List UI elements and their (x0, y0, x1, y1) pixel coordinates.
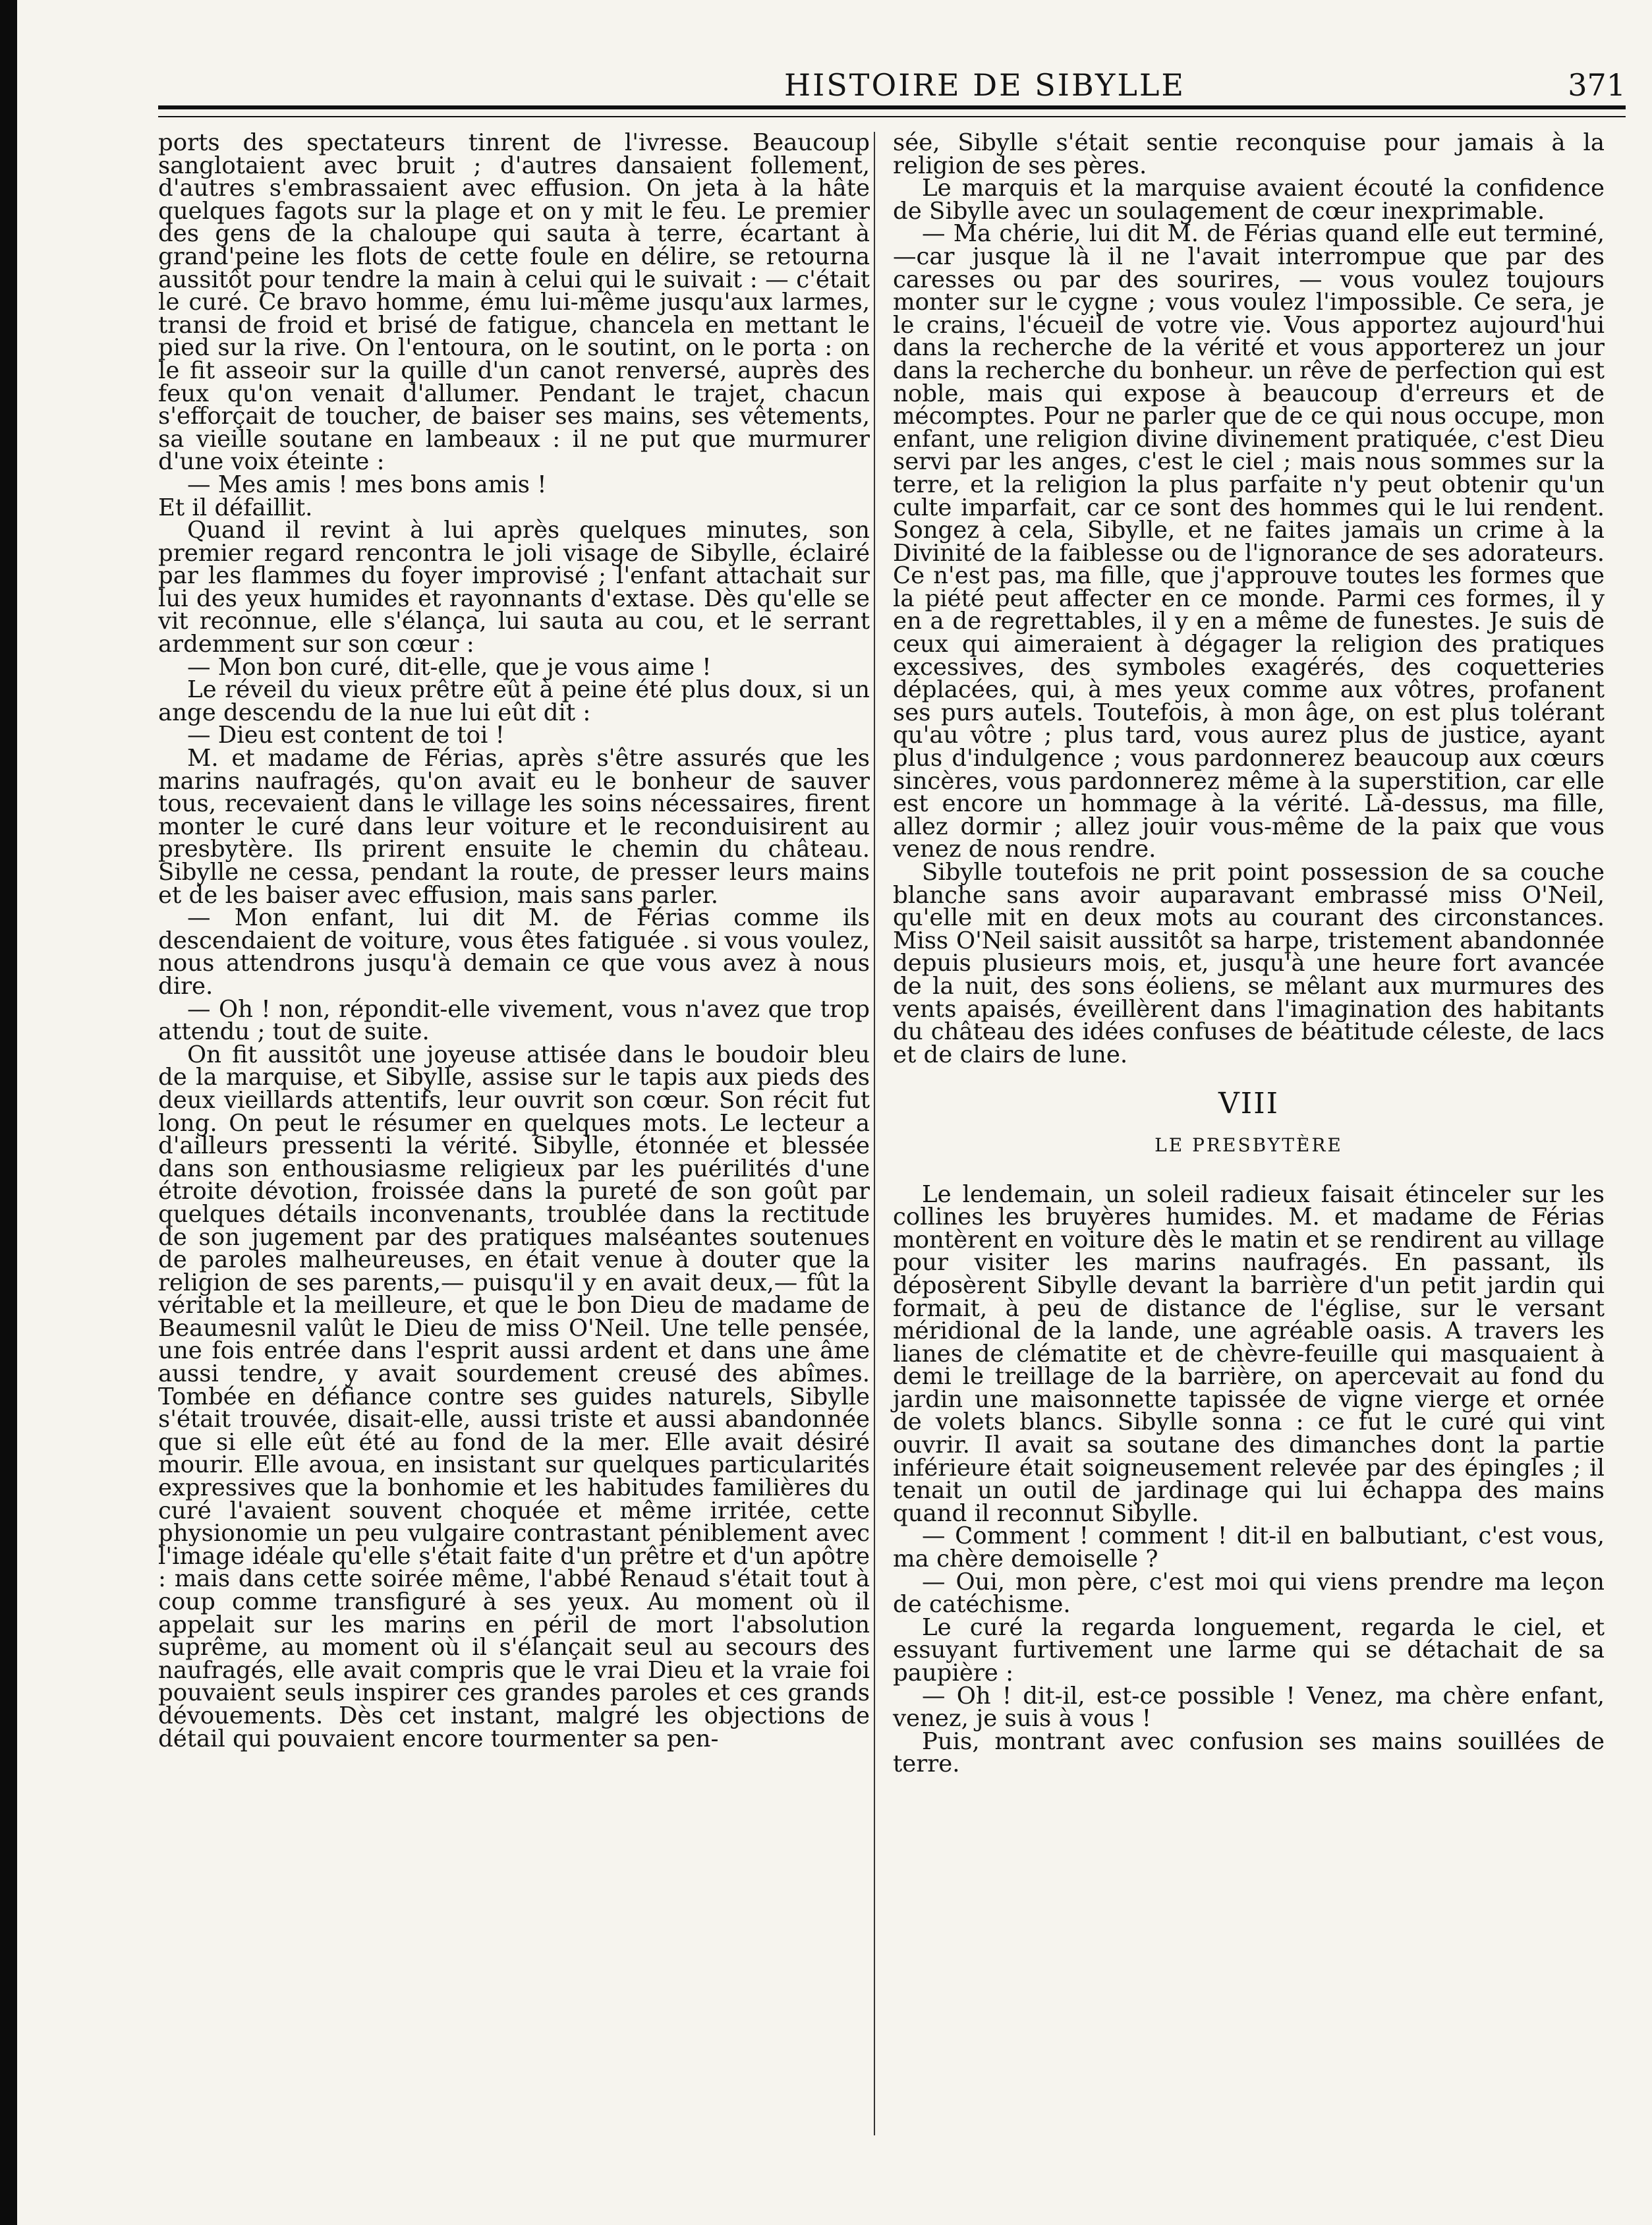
paragraph: — Oh ! dit-il, est-ce possible ! Venez, ma chère enfant, venez, je suis à vous ! (893, 1682, 1605, 1733)
paragraph: — Ma chérie, lui dit M. de Férias quand elle eut terminé,—car jusque là il ne l'avait interrompue que par des caresses ou par des sourires, — vous voulez toujours monter sur le cygne ; vous voulez l'impossible. Ce sera, je le crains, l'écueil de votre vie. Vous apportez aujourd'hui dans la recherche de la vérité et vous apporterez un jour dans la recherche du bonheur. un rêve de perfection qui est noble, mais qui expose à beaucoup d'erreurs et de mécomptes. Pour ne parler que de ce qui nous occupe, mon enfant, une religion divine divinement pratiquée, c'est Dieu servi par les anges, c'est le ciel ; mais nous sommes sur la terre, et la religion la plus parfaite n'y peut obtenir qu'un culte imparfait, car ce sont des hommes qui le lui rendent. Songez à cela, Sibylle, et ne faites jamais un crime à la Divinité de la faiblesse ou de l'ignorance de ses adorateurs. Ce n'est pas, ma fille, que j'approuve toutes les formes que la piété peut affecter en ce monde. Parmi ces formes, il y en a de regrettables, il y en a même de funestes. Je suis de ceux qui aimeraient à dégager la religion des pratiques excessives, des symboles exagérés, des coquetteries déplacées, qui, à mes yeux comme aux vôtres, profanent ses purs autels. Toutefois, à mon âge, on est plus tolérant qu'au vôtre ; plus tard, vous aurez plus de justice, ayant plus d'indulgence ; vous pardonnerez beaucoup aux cœurs sincères, vous pardonnerez même à la superstition, car elle est encore un hommage à la vérité. Là-dessus, ma fille, allez dormir ; allez jouir vous-même de la paix que vous venez de nous rendre. (893, 220, 1605, 863)
paragraph: ports des spectateurs tinrent de l'ivresse. Beaucoup sanglotaient avec bruit ; d'autres dansaient follement, d'autres s'embrassaient avec effusion. On jeta à la hâte quelques fagots sur la plage et on y mit le feu. Le premier des gens de la chaloupe qui sauta à terre, écartant à grand'peine les flots de cette foule en délire, se retourna aussitôt pour tendre la main à celui qui le suivait : — c'était le curé. Ce bravo homme, ému lui-même jusqu'aux larmes, transi de froid et brisé de fatigue, chancela en mettant le pied sur la rive. On l'entoura, on le soutint, on le porta : on le fit asseoir sur la quille d'un canot renversé, auprès des feux qu'on venait d'allumer. Pendant le trajet, chacun s'efforçait de toucher, de baiser ses mains, ses vêtements, sa vieille soutane en lambeaux : il ne put que murmurer d'une voix éteinte : (158, 129, 870, 476)
running-header (59, 54, 1626, 113)
paragraph: Sibylle toutefois ne prit point possession de sa couche blanche sans avoir auparavant embrassé miss O'Neil, qu'elle mit en deux mots au courant des circonstances. Miss O'Neil saisit aussitôt sa harpe, tristement abandonnée depuis plusieurs mois, et, jusqu'à une heure fort avancée de la nuit, des sons éoliens, se mêlant aux murmures des vents apaisés, éveillèrent dans l'imagination des habitants du château des idées confuses de béatitude céleste, de lacs et de clairs de lune. (893, 859, 1605, 1068)
chapter-title: LE PRESBYTÈRE (1154, 1134, 1343, 1156)
running-title: HISTOIRE DE SIBYLLE (784, 67, 1185, 103)
paragraph: — Dieu est content de toi ! (187, 722, 505, 749)
paragraph: — Mes amis ! mes bons amis ! (187, 471, 547, 498)
paragraph: Le lendemain, un soleil radieux faisait étinceler sur les collines les bruyères humides. M. et madame de Férias montèrent en voiture dès le matin et se rendirent au village pour visiter les marins naufragés. En passant, ils déposèrent Sibylle devant la barrière d'un petit jardin qui formait, à peu de distance de l'église, sur le versant méridional de la lande, une agréable oasis. A travers les lianes de clématite et de chèvre-feuille qui masquaient à demi le treillage de la barrière, on apercevait au fond du jardin une maisonnette tapissée de vigne vierge et ornée de volets blancs. Sibylle sonna : ce fut le curé qui vint ouvrir. Il avait sa soutane des dimanches dont la partie inférieure était soigneusement relevée par des épingles ; il tenait un outil de jardinage qui lui échappa des mains quand il reconnut Sibylle. (893, 1180, 1605, 1527)
header-rule-thick (158, 105, 1626, 109)
paragraph: Puis, montrant avec confusion ses mains souillées de terre. (893, 1727, 1605, 1778)
paragraph: — Mon bon curé, dit-elle, que je vous aime ! (187, 653, 712, 681)
paragraph: sée, Sibylle s'était sentie reconquise pour jamais à la religion de ses pères. (893, 129, 1605, 179)
paragraph: — Oui, mon père, c'est moi qui viens prendre ma leçon de catéchisme. (893, 1568, 1605, 1619)
right-column (893, 129, 1605, 1778)
paragraph: Et il défaillit. (158, 494, 313, 521)
paragraph: — Comment ! comment ! dit-il en balbutiant, c'est vous, ma chère demoiselle ? (893, 1522, 1605, 1573)
header-rule-thin (158, 116, 1626, 117)
paragraph: — Oh ! non, répondit-elle vivement, vous n'avez que trop attendu ; tout de suite. (158, 995, 870, 1046)
column-divider (874, 132, 875, 2135)
paragraph: On fit aussitôt une joyeuse attisée dans le boudoir bleu de la marquise, et Sibylle, assise sur le tapis aux pieds des deux vieillards attentifs, leur ouvrit son cœur. Son récit fut long. On peut le résumer en quelques mots. Le lecteur a d'ailleurs pressenti la vérité. Sibylle, étonnée et blessée dans son enthousiasme religieux par les puérilités d'une étroite dévotion, froissée dans la pureté de son goût par quelques détails inconvenants, troublée dans la rectitude de son jugement par des pratiques malséantes soutenues de paroles malheureuses, en était venue à douter que la religion de ses parents,— puisqu'il y en avait deux,— fût la véritable et la meilleure, et que le bon Dieu de madame de Beaumesnil valût le Dieu de miss O'Neil. Une telle pensée, une fois entrée dans l'esprit aussi ardent et dans une âme aussi tendre, y avait sourdement creusé des abîmes. Tombée en défiance contre ses guides naturels, Sibylle s'était trouvée, disait-elle, aussi triste et aussi abandonnée que si elle eût été au fond de la mer. Elle avait désiré mourir. Elle avoua, en insistant sur quelques particularités expressives que la bonhomie et les habitudes familières du curé l'avaient souvent choquée et même irritée, cette physionomie un peu vulgaire contrastant péniblement avec l'image idéale qu'elle s'était faite d'un prêtre et d'un apôtre : mais dans cette soirée même, l'abbé Renaud s'était tout à coup comme transfiguré à ses yeux. Au moment où il appelait sur les marins en péril de mort l'absolution suprême, au moment où il s'élançait seul au secours des naufragés, elle avait compris que le vrai Dieu et la vraie foi pouvaient seuls inspirer ces grandes paroles et ces grands dévouements. Dès cet instant, malgré les objections de détail qui pouvaient encore tourmenter sa pen- (158, 1041, 870, 1752)
paragraph: Quand il revint à lui après quelques minutes, son premier regard rencontra le joli visage de Sibylle, éclairé par les flammes du foyer improvisé ; l'enfant attachait sur lui des yeux humides et rayonnants d'extase. Dès qu'elle se vit reconnue, elle s'élança, lui sauta au cou, et le serrant ardemment sur son cœur : (158, 517, 870, 658)
paragraph: Le réveil du vieux prêtre eût à peine été plus doux, si un ange descendu de la nue lui eût dit : (158, 676, 870, 726)
chapter-number: VIII (1218, 1087, 1279, 1121)
left-column (158, 129, 870, 1752)
paragraph: M. et madame de Férias, après s'être assurés que les marins naufragés, qu'on avait eu le bonheur de sauver tous, recevaient dans le village les soins nécessaires, firent monter le curé dans leur voiture et le reconduisirent au presbytère. Ils prirent ensuite le chemin du château. Sibylle ne cessa, pendant la route, de presser leurs mains et de les baiser avec effusion, mais sans parler. (158, 745, 870, 909)
page-number: 371 (1568, 67, 1626, 103)
paragraph: Le curé la regarda longuement, regarda le ciel, et essuyant furtivement une larme qui se détachait de sa paupière : (893, 1613, 1605, 1687)
paragraph: Le marquis et la marquise avaient écouté la confidence de Sibylle avec un soulagement de cœur inexprimable. (893, 175, 1605, 225)
page-binding-shadow (0, 0, 17, 2225)
paragraph: — Mon enfant, lui dit M. de Férias comme ils descendaient de voiture, vous êtes fatiguée . si vous voulez, nous attendrons jusqu'à demain ce que vous avez à nous dire. (158, 904, 870, 1000)
